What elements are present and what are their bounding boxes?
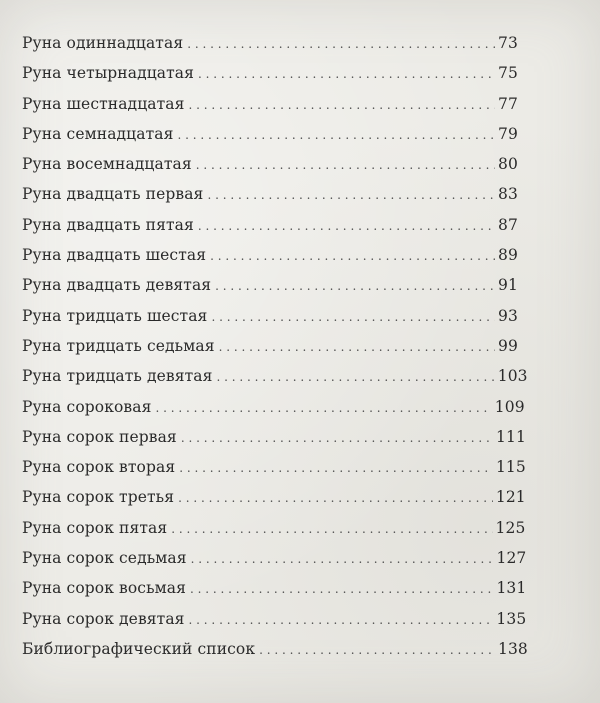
toc-entry-page: 131 bbox=[496, 579, 527, 598]
dot-leader bbox=[259, 635, 495, 665]
toc-entry-title: Руна шестнадцатая bbox=[22, 94, 185, 113]
toc-entry-title: Руна четырнадцатая bbox=[22, 64, 195, 83]
toc-entry-page: 127 bbox=[496, 549, 527, 568]
dot-leader bbox=[189, 605, 494, 635]
dot-leader bbox=[196, 150, 495, 180]
toc-entry bbox=[22, 270, 518, 300]
toc-entry bbox=[22, 331, 518, 361]
toc-entry-page: 89 bbox=[498, 246, 518, 265]
toc-entry-title: Руна тридцать седьмая bbox=[22, 336, 215, 355]
toc-entry-title: Руна тридцать шестая bbox=[22, 306, 208, 325]
toc-entry-title: Руна семнадцатая bbox=[22, 124, 174, 143]
toc-entry bbox=[22, 179, 518, 209]
toc-entry-page: 73 bbox=[498, 34, 518, 52]
toc-entry-title: Руна двадцать девятая bbox=[22, 276, 212, 295]
toc-entry-page: 80 bbox=[498, 155, 518, 174]
toc-entry-title: Руна сороковая bbox=[22, 397, 152, 416]
toc-entry-page: 115 bbox=[495, 458, 526, 477]
dot-leader bbox=[219, 332, 495, 362]
dot-leader bbox=[210, 241, 495, 271]
toc-entry-title: Руна одиннадцатая bbox=[22, 34, 184, 52]
toc-entry-page: 99 bbox=[498, 336, 518, 355]
toc-entry-page: 109 bbox=[494, 397, 525, 416]
toc-entry bbox=[22, 513, 526, 543]
toc-entry bbox=[22, 240, 518, 270]
toc-entry-page: 75 bbox=[498, 64, 518, 83]
toc-entry-page: 135 bbox=[496, 609, 527, 628]
dot-leader bbox=[171, 514, 492, 544]
toc-entry bbox=[22, 28, 518, 58]
toc-entry-page: 91 bbox=[498, 276, 518, 295]
toc-entry-page: 77 bbox=[498, 94, 518, 113]
toc-entry-title: Руна восемнадцатая bbox=[22, 155, 192, 174]
dot-leader bbox=[178, 483, 493, 513]
toc-entry-title: Руна двадцать первая bbox=[22, 185, 204, 204]
dot-leader bbox=[215, 271, 495, 301]
toc-entry bbox=[22, 149, 518, 179]
toc-entry bbox=[22, 422, 526, 452]
toc-entry-page: 121 bbox=[495, 488, 526, 507]
dot-leader bbox=[181, 423, 493, 453]
dot-leader bbox=[207, 180, 495, 210]
toc-entry bbox=[22, 604, 527, 634]
toc-entry-title: Библиографический список bbox=[22, 639, 256, 658]
toc-entry-title: Руна сорок третья bbox=[22, 488, 175, 507]
toc-entry-page: 93 bbox=[498, 306, 518, 325]
toc-entry-page: 83 bbox=[498, 185, 518, 204]
toc-entry bbox=[22, 89, 518, 119]
dot-leader bbox=[179, 453, 493, 483]
toc-entry bbox=[22, 301, 518, 331]
dot-leader bbox=[187, 29, 495, 59]
dot-leader bbox=[191, 544, 494, 574]
toc-entry-page: 87 bbox=[498, 215, 518, 234]
toc-entry bbox=[22, 452, 526, 482]
toc-entry-page: 138 bbox=[498, 639, 528, 658]
toc-entry-title: Руна двадцать пятая bbox=[22, 215, 194, 234]
toc-entry-title: Руна сорок пятая bbox=[22, 518, 168, 537]
toc-entry bbox=[22, 634, 528, 664]
toc-entry-page: 79 bbox=[498, 124, 518, 143]
dot-leader bbox=[155, 393, 491, 423]
toc-entry bbox=[22, 361, 528, 391]
toc-entry-title: Руна сорок девятая bbox=[22, 609, 185, 628]
dot-leader bbox=[189, 90, 495, 120]
table-of-contents bbox=[22, 28, 528, 664]
dot-leader bbox=[177, 120, 495, 150]
dot-leader bbox=[190, 574, 493, 604]
toc-entry-title: Руна двадцать шестая bbox=[22, 246, 207, 265]
toc-entry bbox=[22, 573, 527, 603]
toc-entry bbox=[22, 482, 526, 512]
toc-entry-page: 125 bbox=[495, 518, 526, 537]
dot-leader bbox=[198, 211, 495, 241]
dot-leader bbox=[216, 362, 494, 392]
toc-entry-title: Руна сорок первая bbox=[22, 427, 177, 446]
toc-entry-title: Руна сорок седьмая bbox=[22, 549, 187, 568]
dot-leader bbox=[198, 59, 495, 89]
toc-entry-title: Руна сорок восьмая bbox=[22, 579, 186, 598]
toc-entry-title: Руна сорок вторая bbox=[22, 458, 176, 477]
toc-entry-title: Руна тридцать девятая bbox=[22, 367, 213, 386]
toc-entry-page: 103 bbox=[497, 367, 528, 386]
toc-entry bbox=[22, 119, 518, 149]
toc-entry-page: 111 bbox=[496, 427, 526, 446]
toc-entry bbox=[22, 392, 525, 422]
toc-entry bbox=[22, 58, 518, 88]
dot-leader bbox=[211, 302, 495, 332]
toc-entry bbox=[22, 543, 527, 573]
toc-entry bbox=[22, 210, 518, 240]
